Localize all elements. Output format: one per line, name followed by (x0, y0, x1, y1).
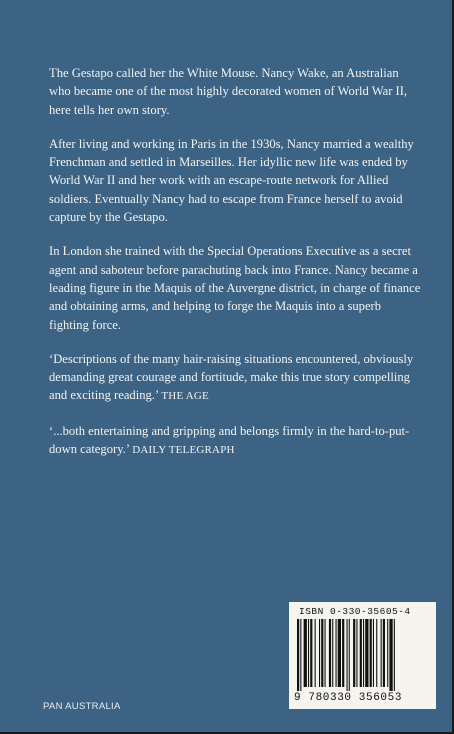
blurb-paragraph-1: The Gestapo called her the White Mouse. Nancy Wake, an Australian who became one of the most highly decorated women of World War II, here tells her own story. (49, 66, 408, 117)
review-quote-1 (49, 350, 421, 406)
review-source: THE AGE (161, 390, 209, 403)
publisher-imprint: PAN AUSTRALIA (43, 701, 121, 712)
review-text: ‘...both entertaining and gripping and belongs firmly in the hard-to-put-down category.’ (49, 423, 410, 457)
ean-digits: 9 780330 356053 (294, 692, 403, 704)
isbn-label: ISBN 0-330-35605-4 (299, 606, 411, 617)
blurb-paragraph-2: After living and working in Paris in the 1930s, Nancy married a wealthy Frenchman and settled in Marseilles. Her idyllic new life was ended by World War II and her work with an escape-route network for Allied soldiers. Eventually Nancy had to escape from France herself to avoid capture by the Gestapo. (49, 136, 414, 225)
blurb (49, 64, 421, 475)
barcode-icon (297, 619, 427, 691)
review-source: DAILY TELEGRAPH (132, 444, 235, 457)
review-quote-2 (49, 422, 421, 460)
barcode-panel (289, 602, 436, 709)
review-text: ‘Descriptions of the many hair-raising situations encountered, obviously demanding great courage and fortitude, make this true story compelling and exciting reading.’ (49, 351, 414, 403)
blurb-paragraph-3: In London she trained with the Special Operations Executive as a secret agent and saboteur before parachuting back into France. Nancy became a leading figure in the Maquis of the Auvergne district, in charge of finance and obtaining arms, and helping to forge the Maquis into a superb fighting force. (49, 244, 421, 332)
